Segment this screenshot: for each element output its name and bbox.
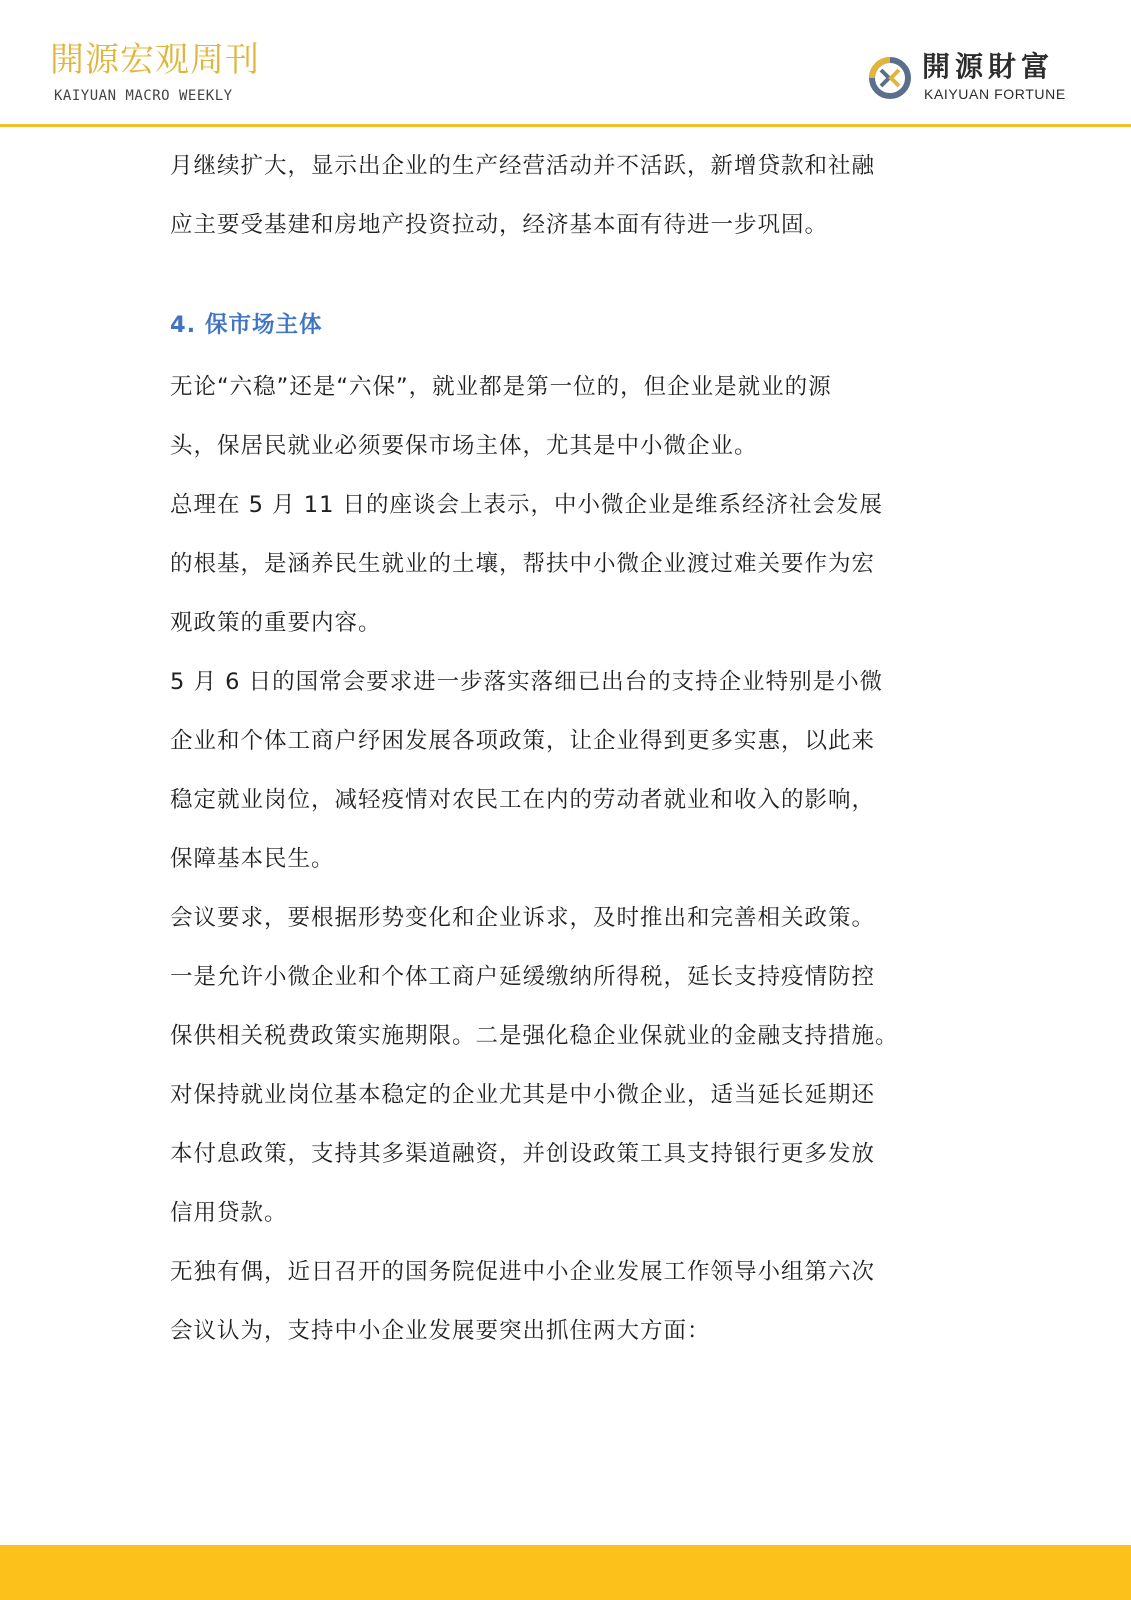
kaiyuan-logo	[866, 50, 1086, 106]
intro-paragraph	[170, 137, 970, 255]
text-line: 头，保居民就业必须要保市场主体，尤其是中小微企业。	[170, 433, 758, 459]
text-line: 会议要求，要根据形势变化和企业诉求，及时推出和完善相关政策。	[170, 905, 876, 931]
logo-name-cn: 開源財富	[922, 50, 1055, 83]
paragraph-leading-group	[170, 1243, 970, 1361]
text-line: 的根基，是涵养民生就业的土壤，帮扶中小微企业渡过难关要作为宏	[170, 551, 876, 577]
page-header	[0, 0, 1131, 126]
publication-title: 開源宏观周刊	[50, 40, 260, 80]
text-line: 无独有偶，近日召开的国务院促进中小企业发展工作领导小组第六次	[170, 1259, 876, 1285]
paragraph-employment	[170, 358, 970, 476]
header-divider	[0, 124, 1131, 127]
text-line: 保供相关税费政策实施期限。二是强化稳企业保就业的金融支持措施。	[170, 1023, 899, 1049]
kaiyuan-logo-icon	[866, 54, 914, 102]
text-line: 保障基本民生。	[170, 846, 335, 872]
text-line: 信用贷款。	[170, 1200, 288, 1226]
text-line: 5 月 6 日的国常会要求进一步落实落细已出台的支持企业特别是小微	[170, 669, 884, 695]
text-line: 会议认为，支持中小企业发展要突出抓住两大方面：	[170, 1318, 711, 1344]
publication-subtitle: KAIYUAN MACRO WEEKLY	[54, 88, 233, 104]
text-line: 月继续扩大，显示出企业的生产经营活动并不活跃，新增贷款和社融	[170, 153, 876, 179]
paragraph-premier-remarks	[170, 476, 970, 653]
text-line: 应主要受基建和房地产投资拉动，经济基本面有待进一步巩固。	[170, 212, 829, 238]
text-line: 一是允许小微企业和个体工商户延缓缴纳所得税，延长支持疫情防控	[170, 964, 876, 990]
text-line: 对保持就业岗位基本稳定的企业尤其是中小微企业，适当延长延期还	[170, 1082, 876, 1108]
logo-name-en: KAIYUAN FORTUNE	[924, 86, 1066, 102]
paragraph-state-council	[170, 653, 970, 889]
section-heading: 4. 保市场主体	[170, 312, 323, 338]
text-line: 稳定就业岗位，减轻疫情对农民工在内的劳动者就业和收入的影响，	[170, 787, 876, 813]
footer-bar	[0, 1545, 1131, 1600]
document-body	[170, 137, 970, 1361]
text-line: 观政策的重要内容。	[170, 610, 382, 636]
paragraph-meeting-requirements	[170, 889, 970, 1243]
text-line: 企业和个体工商户纾困发展各项政策，让企业得到更多实惠，以此来	[170, 728, 876, 754]
text-line: 总理在 5 月 11 日的座谈会上表示，中小微企业是维系经济社会发展	[170, 492, 884, 518]
text-line: 本付息政策，支持其多渠道融资，并创设政策工具支持银行更多发放	[170, 1141, 876, 1167]
text-line: 无论“六稳”还是“六保”，就业都是第一位的，但企业是就业的源	[170, 374, 832, 400]
